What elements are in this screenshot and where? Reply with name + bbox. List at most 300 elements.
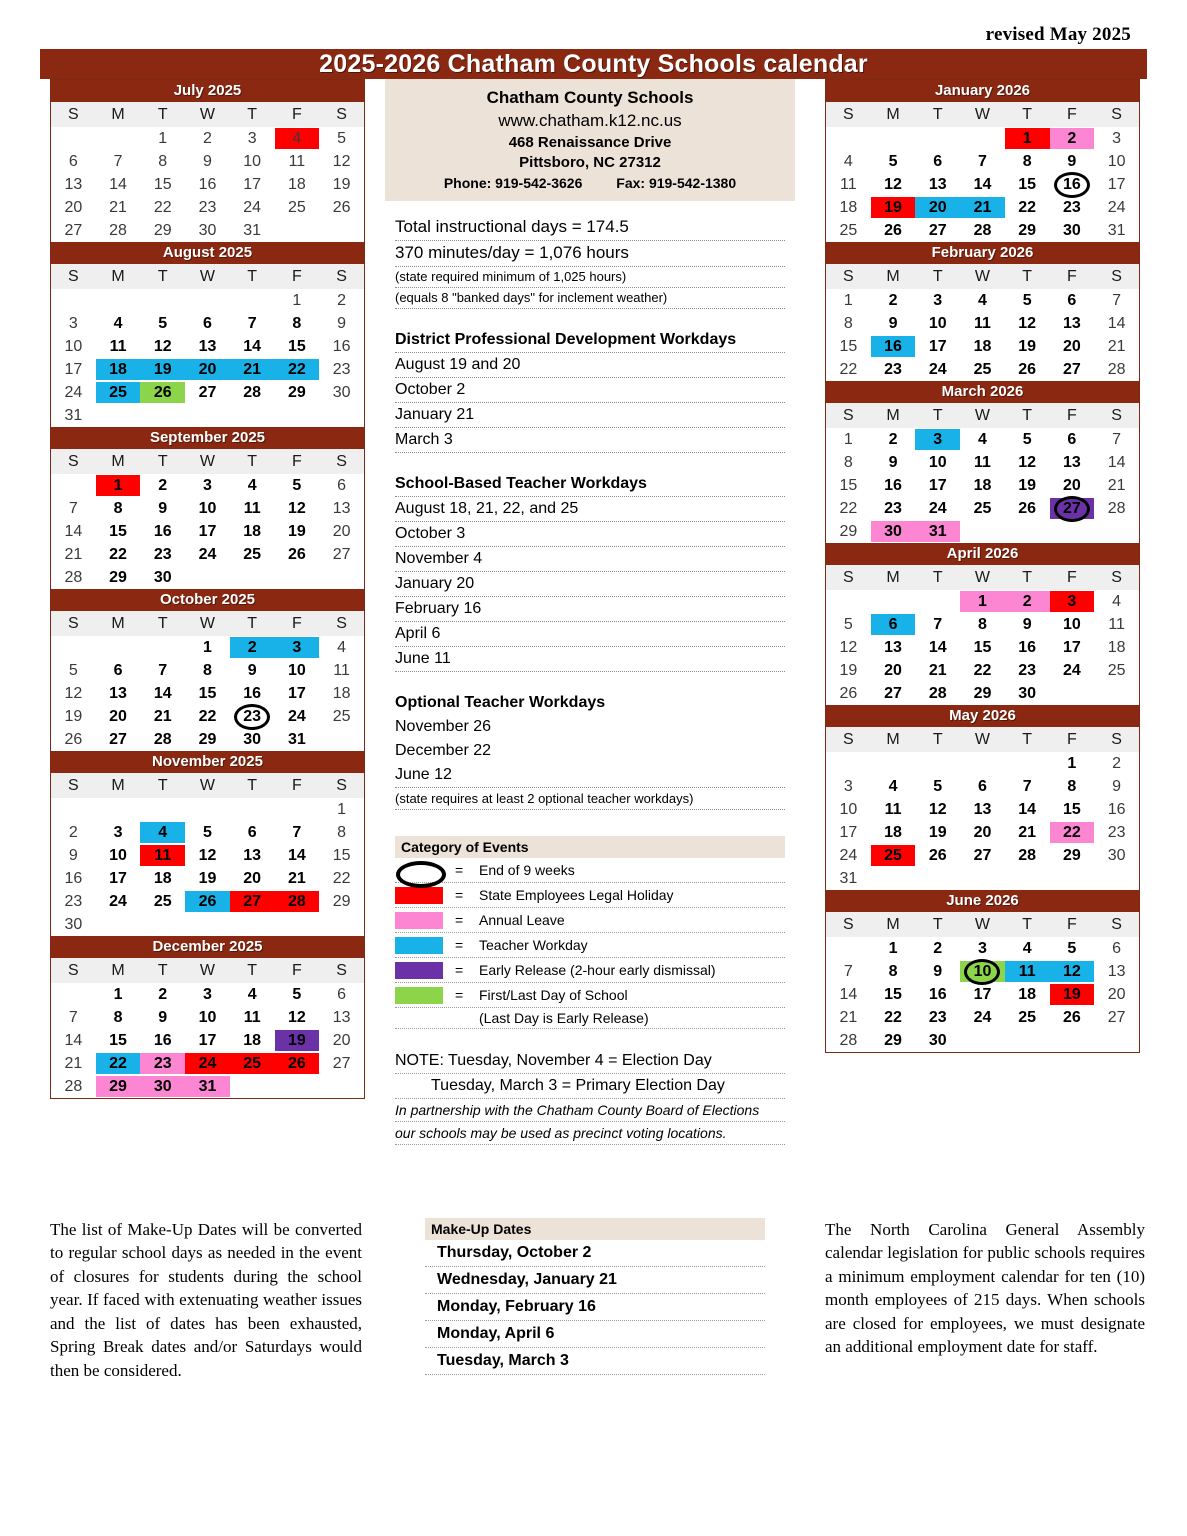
weekday-header: S	[51, 264, 96, 289]
day-number: 27	[109, 731, 127, 748]
day-cell-empty	[1050, 520, 1095, 543]
day-number: 31	[243, 222, 262, 239]
weekday-header: S	[51, 449, 96, 474]
day-cell-empty	[319, 1075, 364, 1098]
legend-equals: =	[455, 887, 464, 903]
month-block	[51, 751, 364, 936]
day-cell	[230, 358, 275, 381]
day-number: 20	[884, 662, 902, 679]
day-cell	[871, 659, 916, 682]
weekday-header: W	[185, 102, 230, 127]
week-row	[51, 659, 364, 682]
day-number: 21	[973, 199, 992, 216]
legend-equals: =	[455, 987, 464, 1003]
day-number: 21	[287, 870, 306, 887]
day-cell	[230, 844, 275, 867]
day-cell	[1094, 428, 1139, 451]
day-number: 11	[288, 153, 306, 170]
month-block	[51, 427, 364, 589]
day-number: 20	[64, 199, 83, 216]
day-cell	[1094, 312, 1139, 335]
weekday-header: T	[230, 102, 275, 127]
day-cell	[51, 1075, 96, 1098]
day-cell	[1005, 127, 1050, 150]
day-number: 6	[1112, 940, 1122, 957]
day-cell	[185, 219, 230, 242]
day-number: 4	[158, 824, 168, 841]
week-row	[826, 775, 1139, 798]
day-cell	[51, 312, 96, 335]
day-cell-empty	[51, 798, 96, 821]
day-cell	[960, 335, 1005, 358]
day-cell	[140, 381, 185, 404]
day-number: 3	[933, 431, 943, 448]
day-cell	[1005, 358, 1050, 381]
day-number: 17	[1062, 639, 1081, 656]
weekday-header: W	[960, 264, 1005, 289]
day-cell	[1050, 844, 1095, 867]
weekday-header: T	[230, 611, 275, 636]
day-number: 2	[247, 639, 257, 656]
day-number: 28	[973, 222, 992, 239]
week-row	[51, 543, 364, 566]
weekday-header: S	[1094, 912, 1139, 937]
day-cell	[230, 659, 275, 682]
district-website[interactable]: www.chatham.k12.nc.us	[498, 111, 682, 130]
day-cell	[96, 543, 141, 566]
day-cell	[960, 196, 1005, 219]
day-number: 26	[839, 685, 858, 702]
day-cell-empty	[51, 474, 96, 497]
day-cell	[185, 196, 230, 219]
day-cell	[51, 913, 96, 936]
day-cell	[319, 497, 364, 520]
month-title: December 2025	[51, 936, 364, 958]
week-row	[826, 636, 1139, 659]
weekday-header: S	[1094, 264, 1139, 289]
day-number: 21	[109, 199, 127, 216]
day-cell	[275, 358, 320, 381]
day-number: 19	[332, 176, 351, 193]
day-cell-empty	[319, 404, 364, 427]
optional-item: November 26	[395, 718, 492, 735]
day-number: 3	[68, 315, 78, 332]
day-cell-empty	[1094, 867, 1139, 890]
day-cell	[960, 219, 1005, 242]
legend-title: Category of Events	[395, 836, 785, 858]
week-row	[826, 451, 1139, 474]
day-cell	[871, 960, 916, 983]
legend-swatch-blue	[395, 937, 443, 954]
day-number: 21	[1018, 824, 1037, 841]
day-number: 16	[1107, 801, 1126, 818]
day-number: 15	[839, 477, 858, 494]
day-number: 18	[1107, 639, 1126, 656]
day-cell	[1050, 960, 1095, 983]
legend-label: Annual Leave	[479, 912, 565, 928]
day-number: 30	[332, 384, 351, 401]
day-number: 15	[973, 639, 992, 656]
day-cell-empty	[140, 289, 185, 312]
weekday-header: M	[96, 611, 141, 636]
day-number: 25	[243, 1055, 262, 1072]
month-title: June 2026	[826, 890, 1139, 912]
day-number: 24	[198, 1055, 217, 1072]
day-cell	[1094, 844, 1139, 867]
day-cell	[96, 196, 141, 219]
legend-equals: =	[455, 962, 464, 978]
day-cell	[871, 613, 916, 636]
day-number: 29	[1062, 847, 1081, 864]
day-cell	[826, 1029, 871, 1052]
day-number: 18	[839, 199, 858, 216]
day-cell	[826, 173, 871, 196]
day-cell	[140, 682, 185, 705]
day-number: 29	[1018, 222, 1037, 239]
day-number: 4	[843, 153, 853, 170]
day-cell	[185, 173, 230, 196]
day-number: 20	[928, 199, 947, 216]
day-number: 3	[292, 639, 302, 656]
day-number: 1	[843, 431, 853, 448]
week-row	[826, 821, 1139, 844]
day-cell	[230, 196, 275, 219]
day-number: 30	[1018, 685, 1037, 702]
day-number: 25	[1107, 662, 1126, 679]
day-number: 7	[68, 500, 78, 517]
day-number: 19	[198, 870, 217, 887]
day-cell-empty	[826, 127, 871, 150]
weekday-header: F	[1050, 403, 1095, 428]
day-cell	[140, 890, 185, 913]
day-number: 3	[203, 986, 212, 1003]
day-number: 5	[292, 986, 302, 1003]
weekday-header: F	[275, 102, 320, 127]
day-cell	[230, 150, 275, 173]
day-cell-empty	[275, 566, 320, 589]
day-number: 13	[884, 639, 902, 656]
day-number: 5	[337, 130, 347, 147]
day-number: 19	[884, 199, 902, 216]
day-cell	[871, 937, 916, 960]
day-cell	[1094, 150, 1139, 173]
day-cell	[871, 335, 916, 358]
day-cell-empty	[140, 798, 185, 821]
weekday-header: T	[230, 958, 275, 983]
day-number: 11	[333, 662, 350, 679]
day-cell-empty	[96, 404, 141, 427]
day-number: 30	[1107, 847, 1126, 864]
day-number: 3	[1112, 130, 1122, 147]
day-cell	[51, 682, 96, 705]
day-number: 30	[1062, 222, 1081, 239]
day-cell-empty	[96, 913, 141, 936]
instructional-stats	[385, 215, 795, 810]
day-cell-empty	[319, 913, 364, 936]
day-number: 18	[884, 824, 902, 841]
weekday-header: F	[1050, 565, 1095, 590]
month-title: September 2025	[51, 427, 364, 449]
day-number: 5	[1022, 431, 1032, 448]
day-number: 15	[332, 847, 351, 864]
day-cell	[1050, 358, 1095, 381]
district-pd-item: January 21	[395, 403, 785, 428]
day-number: 30	[64, 916, 83, 933]
day-cell-empty	[1050, 1029, 1095, 1052]
day-cell	[275, 150, 320, 173]
weekday-header: T	[230, 449, 275, 474]
day-number: 18	[332, 685, 351, 702]
day-number: 27	[928, 222, 947, 239]
day-cell	[230, 173, 275, 196]
day-cell	[915, 613, 960, 636]
footer-legislation-note: The North Carolina General Assembly calendar legislation for public schools requires a minimum employment calendar for ten (10) month employees of 215 days. When schools are closed for employees, we must designate an additional employment date for staff.	[825, 1220, 1145, 1357]
day-cell	[51, 335, 96, 358]
day-cell	[96, 1052, 141, 1075]
day-cell	[915, 1029, 960, 1052]
day-cell	[826, 1006, 871, 1029]
stat-banked-days: (equals 8 "banked days" for inclement weather)	[395, 288, 785, 309]
day-number: 5	[1022, 292, 1032, 309]
day-cell	[275, 705, 320, 728]
day-cell	[1050, 636, 1095, 659]
week-row	[826, 1006, 1139, 1029]
week-row	[826, 590, 1139, 613]
day-number: 3	[978, 940, 987, 957]
weekday-header: T	[915, 912, 960, 937]
day-cell	[871, 798, 916, 821]
day-cell	[915, 520, 960, 543]
day-cell	[915, 844, 960, 867]
day-number: 15	[884, 986, 902, 1003]
day-cell	[826, 659, 871, 682]
legend-label: Teacher Workday	[479, 937, 588, 953]
day-cell	[826, 821, 871, 844]
day-number: 12	[153, 338, 172, 355]
day-cell	[96, 705, 141, 728]
day-cell	[96, 1006, 141, 1029]
day-cell-empty	[140, 913, 185, 936]
month-grid	[826, 264, 1139, 381]
day-number: 6	[1067, 431, 1077, 448]
day-cell	[319, 867, 364, 890]
month-block	[51, 242, 364, 427]
day-cell	[96, 844, 141, 867]
day-cell	[230, 983, 275, 1006]
day-cell	[871, 1029, 916, 1052]
day-number: 1	[337, 801, 347, 818]
day-number: 28	[109, 222, 127, 239]
day-cell-empty	[319, 728, 364, 751]
day-cell	[826, 983, 871, 1006]
day-number: 15	[153, 176, 172, 193]
week-row	[826, 960, 1139, 983]
day-cell	[51, 1052, 96, 1075]
day-cell	[871, 173, 916, 196]
legend-label: Early Release (2-hour early dismissal)	[479, 962, 716, 978]
day-number: 1	[113, 986, 123, 1003]
week-row	[51, 1029, 364, 1052]
day-number: 19	[153, 361, 172, 378]
weekday-header: S	[1094, 565, 1139, 590]
day-cell	[51, 566, 96, 589]
day-number: 21	[243, 361, 262, 378]
day-cell	[960, 821, 1005, 844]
day-cell-empty	[51, 289, 96, 312]
day-cell	[140, 474, 185, 497]
day-number: 30	[884, 523, 902, 540]
makeup-dates-box	[425, 1218, 765, 1375]
weekday-header: T	[140, 611, 185, 636]
day-cell-empty	[51, 983, 96, 1006]
day-cell-empty	[96, 636, 141, 659]
day-cell	[1050, 150, 1095, 173]
weekday-header: M	[871, 912, 916, 937]
day-cell	[915, 196, 960, 219]
day-number: 18	[153, 870, 172, 887]
day-number: 23	[243, 708, 262, 725]
day-cell	[185, 1075, 230, 1098]
day-cell-empty	[871, 752, 916, 775]
day-number: 22	[839, 500, 858, 517]
day-cell	[275, 844, 320, 867]
day-number: 7	[1112, 431, 1122, 448]
legend-equals: =	[455, 912, 464, 928]
weekday-header: W	[185, 264, 230, 289]
day-number: 23	[332, 361, 351, 378]
day-cell	[230, 381, 275, 404]
day-number: 27	[1107, 1009, 1126, 1026]
week-row	[826, 659, 1139, 682]
week-row	[51, 890, 364, 913]
day-number: 1	[843, 292, 853, 309]
day-number: 21	[64, 1055, 83, 1072]
day-cell	[230, 497, 275, 520]
day-number: 17	[64, 361, 83, 378]
day-number: 13	[332, 500, 351, 517]
day-number: 12	[1018, 315, 1037, 332]
day-number: 4	[1022, 940, 1032, 957]
district-pd-item: March 3	[395, 428, 785, 453]
day-cell	[915, 937, 960, 960]
day-number: 26	[64, 731, 83, 748]
district-address: 468 Renaissance Drive	[508, 134, 672, 151]
day-cell	[275, 173, 320, 196]
day-cell	[826, 497, 871, 520]
day-cell	[230, 219, 275, 242]
weekday-header: M	[96, 264, 141, 289]
day-number: 10	[839, 801, 858, 818]
page-title: 2025-2026 Chatham County Schools calendar	[40, 49, 1147, 79]
weekday-header: T	[1005, 565, 1050, 590]
day-cell	[51, 497, 96, 520]
day-cell-empty	[915, 127, 960, 150]
day-number: 10	[243, 153, 262, 170]
week-row	[826, 127, 1139, 150]
day-number: 27	[198, 384, 217, 401]
week-row	[826, 798, 1139, 821]
weekday-header: F	[1050, 727, 1095, 752]
day-number: 2	[933, 940, 943, 957]
day-number: 17	[973, 986, 992, 1003]
day-cell	[51, 196, 96, 219]
day-cell	[871, 1006, 916, 1029]
day-cell	[960, 937, 1005, 960]
day-cell	[230, 705, 275, 728]
day-number: 27	[64, 222, 83, 239]
weekday-header: F	[1050, 264, 1095, 289]
day-cell	[1094, 613, 1139, 636]
day-number: 14	[973, 176, 992, 193]
day-number: 30	[153, 1078, 172, 1095]
months-column-left	[50, 79, 365, 1099]
weekday-header: T	[1005, 727, 1050, 752]
day-cell	[826, 150, 871, 173]
day-cell	[51, 867, 96, 890]
week-row	[51, 566, 364, 589]
day-number: 26	[1018, 361, 1037, 378]
day-number: 1	[292, 292, 302, 309]
day-cell	[1094, 752, 1139, 775]
day-cell	[319, 1029, 364, 1052]
month-grid	[51, 611, 364, 751]
day-cell	[960, 590, 1005, 613]
day-cell	[871, 983, 916, 1006]
day-number: 14	[243, 338, 262, 355]
day-cell	[275, 543, 320, 566]
weekday-header: T	[915, 102, 960, 127]
day-cell	[96, 219, 141, 242]
day-cell	[915, 451, 960, 474]
day-number: 31	[1107, 222, 1126, 239]
day-cell	[1005, 590, 1050, 613]
day-cell	[185, 312, 230, 335]
day-cell	[1005, 428, 1050, 451]
week-row	[51, 867, 364, 890]
weekday-header: T	[1005, 912, 1050, 937]
day-number: 4	[292, 130, 302, 147]
day-cell	[140, 520, 185, 543]
day-number: 1	[1067, 755, 1077, 772]
day-number: 24	[973, 1009, 992, 1026]
month-title: May 2026	[826, 705, 1139, 727]
weekday-header: S	[826, 727, 871, 752]
day-cell	[140, 543, 185, 566]
day-number: 16	[332, 338, 351, 355]
weekday-header: S	[1094, 403, 1139, 428]
weekday-header: T	[140, 449, 185, 474]
week-row	[51, 821, 364, 844]
day-cell	[230, 335, 275, 358]
week-row	[51, 381, 364, 404]
day-cell	[319, 844, 364, 867]
day-number: 9	[1112, 778, 1122, 795]
day-cell	[140, 659, 185, 682]
day-cell	[96, 821, 141, 844]
day-number: 8	[158, 153, 168, 170]
day-cell	[51, 173, 96, 196]
month-block	[826, 80, 1139, 242]
weekday-header: F	[275, 611, 320, 636]
day-number: 14	[1018, 801, 1037, 818]
day-cell	[915, 636, 960, 659]
weekday-header: T	[140, 773, 185, 798]
week-row	[51, 1006, 364, 1029]
day-cell	[1094, 474, 1139, 497]
day-cell	[826, 867, 871, 890]
month-block	[51, 589, 364, 751]
day-cell	[275, 289, 320, 312]
